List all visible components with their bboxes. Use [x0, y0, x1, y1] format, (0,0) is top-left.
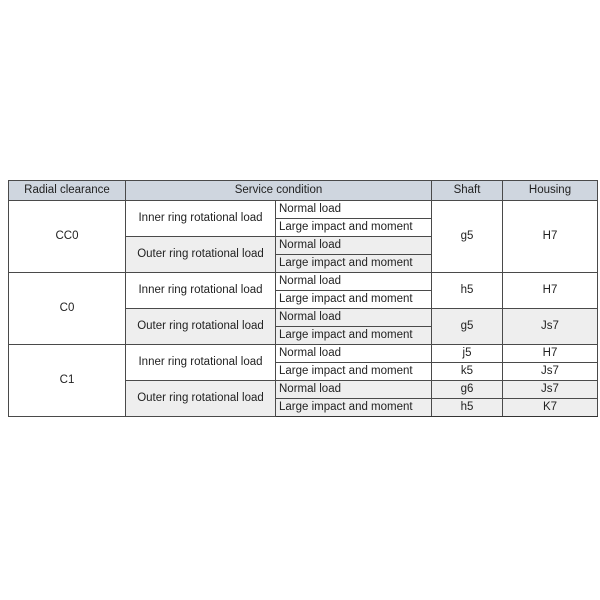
outer-ring-cell: Outer ring rotational load [126, 309, 276, 345]
housing-cell: Js7 [503, 363, 598, 381]
condition-cell: Large impact and moment [276, 327, 432, 345]
outer-ring-cell: Outer ring rotational load [126, 237, 276, 273]
housing-cell: K7 [503, 399, 598, 417]
inner-ring-cell: Inner ring rotational load [126, 345, 276, 381]
table-row [9, 273, 598, 291]
inner-ring-cell: Inner ring rotational load [126, 273, 276, 309]
condition-cell: Normal load [276, 237, 432, 255]
housing-cell: H7 [503, 345, 598, 363]
housing-cell: H7 [503, 273, 598, 309]
outer-ring-cell: Outer ring rotational load [126, 381, 276, 417]
header-row [9, 181, 598, 201]
condition-cell: Normal load [276, 201, 432, 219]
header-shaft: Shaft [432, 181, 503, 201]
clearance-cell: CC0 [9, 201, 126, 273]
header-housing: Housing [503, 181, 598, 201]
housing-cell: Js7 [503, 381, 598, 399]
condition-cell: Normal load [276, 345, 432, 363]
condition-cell: Large impact and moment [276, 363, 432, 381]
shaft-cell: h5 [432, 273, 503, 309]
shaft-cell: g6 [432, 381, 503, 399]
shaft-cell: k5 [432, 363, 503, 381]
condition-cell: Normal load [276, 309, 432, 327]
shaft-cell: g5 [432, 201, 503, 273]
housing-cell: Js7 [503, 309, 598, 345]
housing-cell: H7 [503, 201, 598, 273]
header-service-condition: Service condition [126, 181, 432, 201]
clearance-cell: C1 [9, 345, 126, 417]
condition-cell: Large impact and moment [276, 255, 432, 273]
condition-cell: Normal load [276, 381, 432, 399]
condition-cell: Large impact and moment [276, 291, 432, 309]
condition-cell: Large impact and moment [276, 399, 432, 417]
shaft-cell: g5 [432, 309, 503, 345]
clearance-cell: C0 [9, 273, 126, 345]
table-row [9, 345, 598, 363]
condition-cell: Normal load [276, 273, 432, 291]
condition-cell: Large impact and moment [276, 219, 432, 237]
shaft-cell: j5 [432, 345, 503, 363]
table-row [9, 201, 598, 219]
fit-table [8, 180, 598, 417]
shaft-cell: h5 [432, 399, 503, 417]
inner-ring-cell: Inner ring rotational load [126, 201, 276, 237]
header-radial-clearance: Radial clearance [9, 181, 126, 201]
